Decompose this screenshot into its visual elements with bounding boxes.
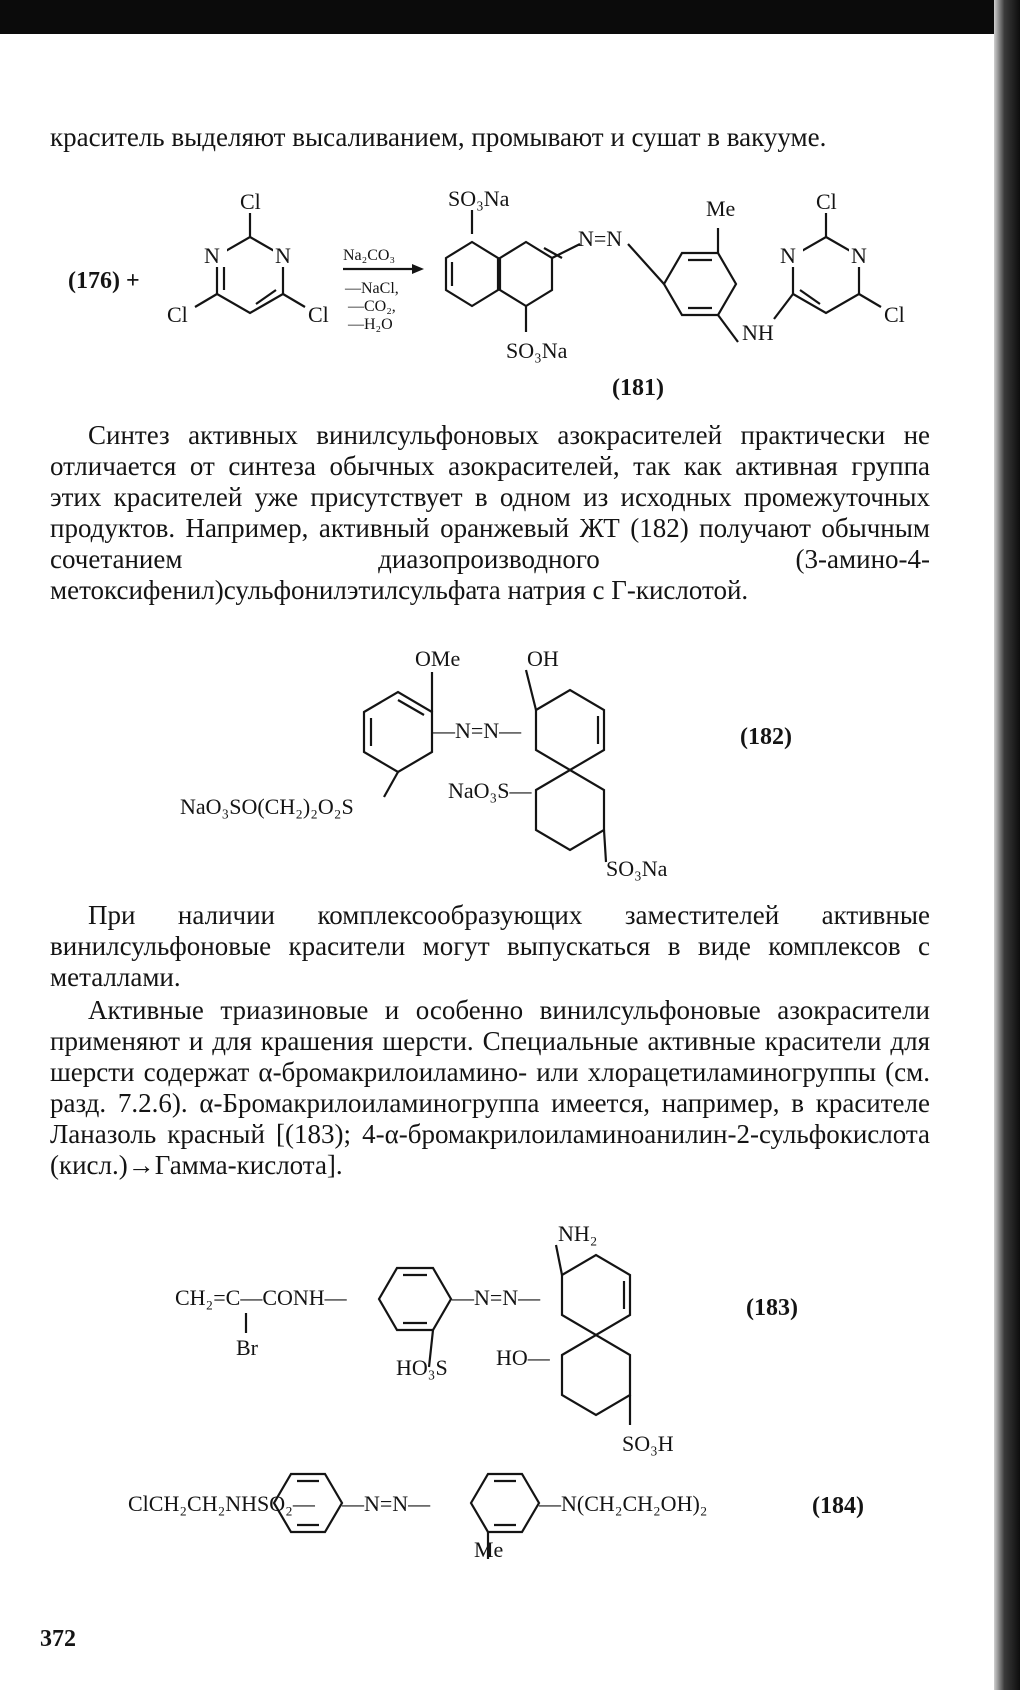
- svg-text:—N=N—: —N=N—: [342, 1491, 431, 1516]
- toluene-ring: [628, 228, 738, 342]
- svg-text:Cl: Cl: [240, 189, 261, 214]
- svg-text:Cl: Cl: [308, 302, 329, 327]
- so3na-bottom: SO₃Na: [506, 338, 568, 363]
- nh-181: NH: [742, 320, 774, 345]
- svg-text:OH: OH: [527, 646, 559, 671]
- svg-text:Cl: Cl: [816, 189, 837, 214]
- svg-text:—H₂O: —H₂O: [348, 316, 393, 333]
- trichloropyrimidine: [167, 189, 329, 327]
- top-text: краситель выделяют высаливанием, промывают и сушат в вакууме.: [50, 122, 827, 152]
- label-181: (181): [612, 375, 664, 401]
- reaction-scheme-181: [0, 186, 1020, 410]
- svg-text:Cl: Cl: [884, 302, 905, 327]
- svg-text:NaO₃SO(CH₂)₂O₂S: NaO₃SO(CH₂)₂O₂S: [180, 794, 354, 819]
- svg-text:(183): (183): [746, 1295, 798, 1321]
- svg-text:—N=N—: —N=N—: [433, 718, 522, 743]
- svg-text:(182): (182): [740, 724, 792, 750]
- svg-text:N: N: [204, 243, 220, 268]
- svg-text:—CO₂,: —CO₂,: [348, 298, 396, 315]
- svg-text:SO₃H: SO₃H: [622, 1431, 674, 1456]
- structure-184: [0, 1465, 1020, 1575]
- naphthalene-ring: [446, 210, 580, 332]
- svg-text:Me: Me: [474, 1537, 504, 1562]
- benzene-182: [364, 672, 432, 797]
- svg-text:N: N: [780, 243, 796, 268]
- svg-text:OMe: OMe: [415, 646, 461, 671]
- azo-181: N=N: [578, 226, 623, 251]
- svg-text:Na₂CO₃: Na₂CO₃: [343, 247, 396, 264]
- svg-text:Cl: Cl: [167, 302, 188, 327]
- svg-text:HO₃S: HO₃S: [396, 1355, 448, 1380]
- naphthalene-182: [526, 670, 606, 862]
- svg-text:—N=N—: —N=N—: [452, 1285, 541, 1310]
- me-181: Me: [706, 196, 736, 221]
- structure-183: [0, 1215, 1020, 1460]
- naphthalene-183: [556, 1245, 630, 1425]
- paragraph-3: Активные триазиновые и особенно винилсульфоновые азокрасители применяют и для крашения шерсти. Специальные активные красители для шерсти содержат α-бромакрилоиламино- или хлорацетиламиногруппы (см. разд. 7.2.6). α-Бромакрилоиламиногруппа имеется, например, в красителе Ланазоль красный [(183); 4-α-бромакрилоиламиноанилин-2-сульфокислота (кисл.)→Гамма-кислота].: [50, 995, 930, 1180]
- svg-text:—N(CH₂CH₂OH)₂: —N(CH₂CH₂OH)₂: [539, 1491, 708, 1516]
- svg-text:N: N: [851, 243, 867, 268]
- scan-top-border: [0, 0, 1020, 34]
- svg-text:(184): (184): [812, 1493, 864, 1519]
- paragraph-2: При наличии комплексообразующих заместителей активные винилсульфоновые красители могут выпускаться в виде комплексов с металлами.: [50, 900, 930, 992]
- svg-text:SO₃Na: SO₃Na: [606, 856, 668, 881]
- so3na-top: SO₃Na: [448, 186, 510, 211]
- structure-182: [0, 640, 1020, 880]
- reaction-arrow: [343, 247, 424, 333]
- svg-text:N: N: [275, 243, 291, 268]
- svg-text:NH₂: NH₂: [558, 1221, 598, 1246]
- svg-text:CH₂=C—CONH—: CH₂=C—CONH—: [175, 1285, 347, 1310]
- benzene-183: [379, 1268, 451, 1367]
- svg-text:—NaCl,: —NaCl,: [345, 280, 399, 297]
- dichloropyrimidine: [774, 189, 905, 327]
- svg-text:Br: Br: [236, 1335, 258, 1360]
- svg-text:ClCH₂CH₂NHSO₂—: ClCH₂CH₂NHSO₂—: [128, 1491, 315, 1516]
- paragraph-1: Синтез активных винилсульфоновых азокрасителей практически не отличается от синтеза обычных азокрасителей, так как активная группа этих красителей уже присутствует в одном из исходных промежуточных продуктов. Например, активный оранжевый ЖТ (182) получают обычным сочетанием диазопроизводного (3-амино-4-метоксифенил)сульфонилэтилсульфата натрия с Г-кислотой.: [50, 420, 930, 605]
- svg-text:NaO₃S—: NaO₃S—: [448, 778, 532, 803]
- svg-text:HO—: HO—: [496, 1345, 550, 1370]
- page-number: 372: [40, 1626, 76, 1652]
- reactant-label: (176) +: [68, 268, 140, 294]
